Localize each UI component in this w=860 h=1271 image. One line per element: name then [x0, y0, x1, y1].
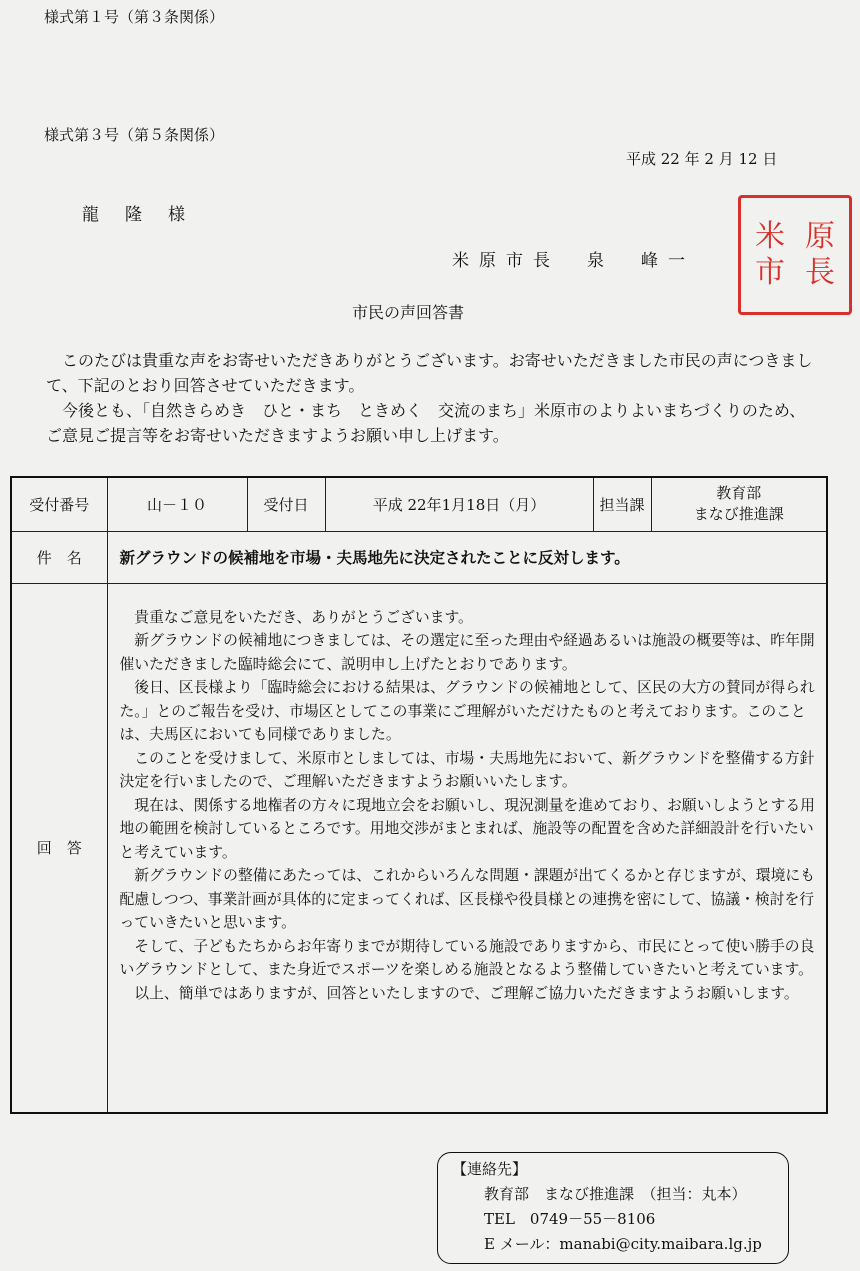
contact-box	[437, 1152, 789, 1264]
receipt-number-label: 受付番号	[11, 477, 107, 531]
answer-paragraph: このことを受けまして、米原市としましては、市場・夫馬地先において、新グラウンドを整備する方針決定を行いましたので、ご理解いただきますようお願いいたします。	[119, 749, 815, 790]
answer-paragraph: 後日、区長様より「臨時総会における結果は、グラウンドの候補地として、区民の大方の賛同が得られた。」とのご報告を受け、市場区としてこの事業にご理解がいただけたものと考えております。このことは、夫馬区においても同様でありました。	[119, 679, 815, 743]
answer-paragraph: そして、子どもたちからお年寄りまでが期待している施設でありますから、市民にとって使い勝手の良いグラウンドとして、また身近でスポーツを楽しめる施設となるよう整備していきたいと考えています。	[119, 937, 815, 978]
answer-paragraph: 新グラウンドの候補地につきましては、その選定に至った理由や経過あるいは施設の概要等は、昨年開催いただきました臨時総会にて、説明申し上げたとおりであります。	[119, 632, 815, 673]
seal-char: 米	[755, 219, 785, 254]
table-row	[11, 531, 827, 583]
answer-text	[108, 584, 827, 1006]
department-line: まなび推進課	[693, 505, 784, 524]
seal-char: 長	[805, 255, 835, 290]
answer-paragraph: 貴重なご意見をいただき、ありがとうございます。	[134, 608, 473, 626]
receipt-date-label: 受付日	[247, 477, 325, 531]
issue-date: 平成 22 年 2 月 12 日	[626, 150, 778, 168]
document-title: 市民の声回答書	[352, 303, 465, 322]
contact-phone: TEL 0749－55－8106	[484, 1210, 656, 1228]
answer-paragraph: 以上、簡単ではありますが、回答といたしますので、ご理解ご協力いただきますようお願いします。	[134, 984, 799, 1002]
receipt-number-value: 山－１０	[107, 477, 247, 531]
form-number-3: 様式第３号（第５条関係）	[44, 126, 225, 144]
seal-char: 市	[755, 255, 785, 290]
department-value	[651, 477, 827, 531]
table-row	[11, 477, 827, 531]
sender-name: 米原市長 泉 峰一	[452, 251, 695, 271]
intro-paragraph: このたびは貴重な声をお寄せいただきありがとうございます。お寄せいただきました市民の声につきまして、下記のとおり回答させていただきます。	[46, 351, 813, 395]
intro-text	[46, 348, 816, 448]
receipt-date-value: 平成 22年1月18日（月）	[325, 477, 593, 531]
subject-label: 件 名	[11, 531, 107, 583]
table-row	[11, 583, 827, 1113]
subject-value: 新グラウンドの候補地を市場・夫馬地先に決定されたことに反対します。	[107, 531, 827, 583]
response-table	[10, 476, 828, 1114]
answer-label: 回 答	[11, 583, 107, 1113]
department-line: 教育部	[716, 484, 762, 503]
intro-paragraph: 今後とも、「自然きらめき ひと・まち ときめく 交流のまち」米原市のよりよいまちづくりのため、ご意見ご提言等をお寄せいただきますようお願い申し上げます。	[46, 401, 806, 445]
contact-department: 教育部 まなび推進課 （担当：丸本）	[484, 1185, 747, 1203]
mayor-seal-stamp	[738, 195, 852, 315]
answer-paragraph: 新グラウンドの整備にあたっては、これからいろんな問題・課題が出てくるかと存じますが、環境にも配慮しつつ、事業計画が具体的に定まってくれば、区長様や役員様との連携を密にして、協議・検討を行っていきたいと思います。	[119, 867, 815, 931]
answer-paragraph: 現在は、関係する地権者の方々に現地立会をお願いし、現況測量を進めており、お願いしようとする用地の範囲を検討しているところです。用地交渉がまとまれば、施設等の配置を含めた詳細設計を行いたいと考えています。	[119, 796, 815, 861]
form-number-1: 様式第１号（第３条関係）	[44, 8, 225, 26]
contact-heading: 【連絡先】	[452, 1160, 528, 1178]
contact-email[interactable]: E メール：manabi@city.maibara.lg.jp	[484, 1235, 762, 1253]
department-label: 担当課	[593, 477, 651, 531]
recipient-name: 龍隆様	[82, 205, 211, 225]
seal-char: 原	[805, 219, 835, 254]
answer-cell	[107, 583, 827, 1113]
